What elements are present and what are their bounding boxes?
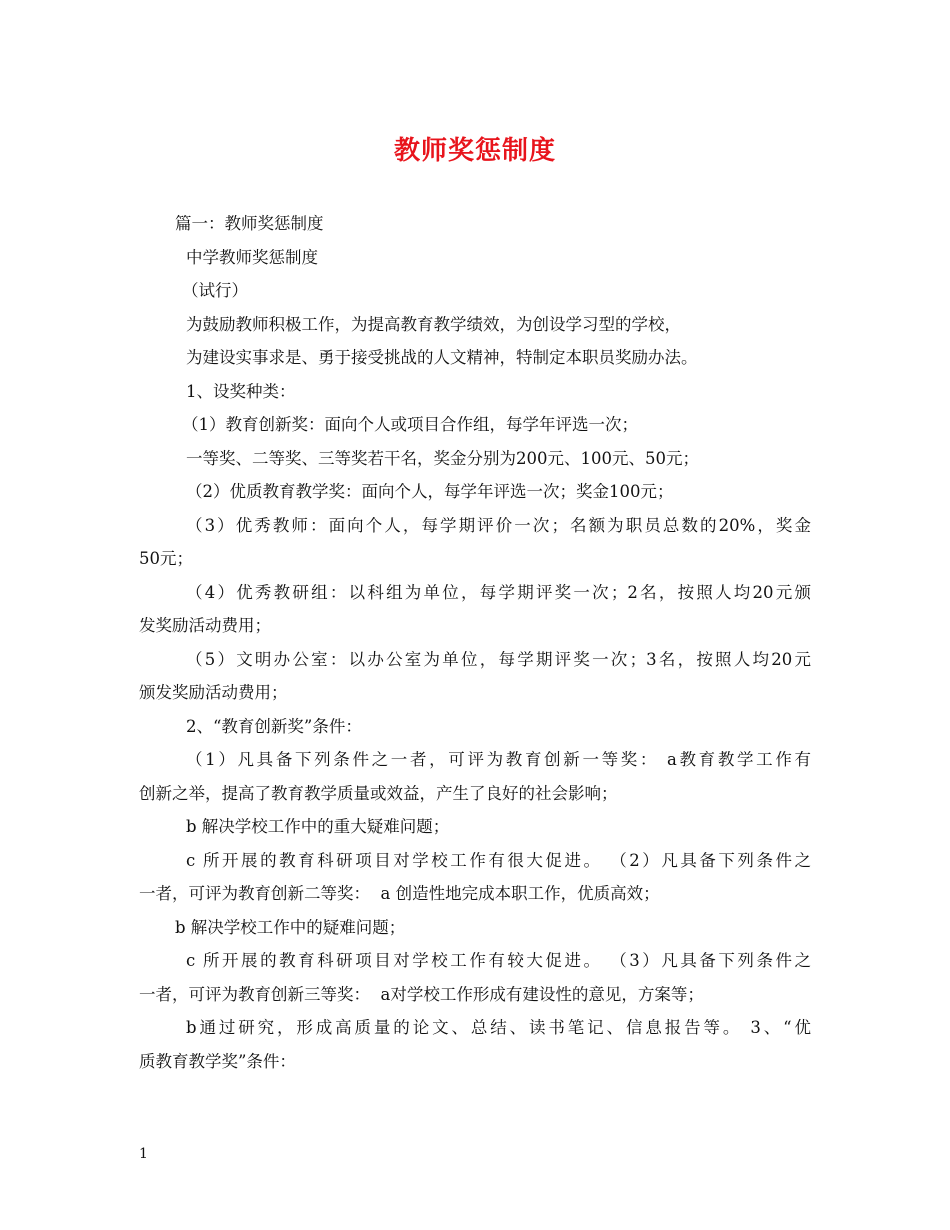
paragraph-line: 为鼓励教师积极工作，为提高教育教学绩效，为创设学习型的学校， bbox=[186, 314, 681, 334]
paragraph-line: 篇一：教师奖惩制度 bbox=[175, 214, 324, 233]
paragraph-line: 一者，可评为教育创新二等奖： a 创造性地完成本职工作，优质高效； bbox=[139, 884, 660, 903]
paragraph-line: 2、“教育创新奖”条件： bbox=[186, 716, 362, 736]
paragraph-line: （试行） bbox=[182, 281, 248, 300]
paragraph-line: 创新之举，提高了教育教学质量或效益，产生了良好的社会影响； bbox=[139, 783, 618, 803]
paragraph-line: （2）优质教育教学奖：面向个人，每学年评选一次；奖金100元； bbox=[186, 482, 674, 501]
paragraph-line: （1）凡具备下列条件之一者，可评为教育创新一等奖： a教育教学工作有 bbox=[186, 750, 811, 769]
paragraph-line: b 解决学校工作中的疑难问题； bbox=[175, 917, 406, 937]
paragraph-line: （5）文明办公室：以办公室为单位，每学期评奖一次；3名，按照人均20元 bbox=[186, 649, 811, 669]
paragraph-line: 50元； bbox=[139, 549, 193, 568]
paragraph-line: c 所开展的教育科研项目对学校工作有较大促进。 （3）凡具备下列条件之 bbox=[186, 951, 811, 970]
paragraph-line: 中学教师奖惩制度 bbox=[186, 247, 318, 267]
paragraph-line: b 解决学校工作中的重大疑难问题； bbox=[186, 817, 450, 836]
paragraph-line: 质教育教学奖”条件： bbox=[139, 1051, 296, 1071]
paragraph-line: （1）教育创新奖：面向个人或项目合作组，每学年评选一次； bbox=[182, 415, 638, 434]
paragraph-line: 发奖励活动费用； bbox=[139, 616, 271, 635]
paragraph-line: 颁发奖励活动费用； bbox=[139, 683, 288, 702]
paragraph-line: 为建设实事求是、勇于接受挑战的人文精神，特制定本职员奖励办法。 bbox=[186, 348, 698, 367]
paragraph-line: 一者，可评为教育创新三等奖： a对学校工作形成有建设性的意见，方案等； bbox=[139, 984, 704, 1004]
paragraph-line: 一等奖、二等奖、三等奖若干名，奖金分别为200元、100元、50元； bbox=[186, 448, 699, 468]
page-number: 1 bbox=[139, 1146, 148, 1162]
paragraph-line: c 所开展的教育科研项目对学校工作有很大促进。 （2）凡具备下列条件之 bbox=[186, 850, 811, 870]
paragraph-line: b通过研究，形成高质量的论文、总结、读书笔记、信息报告等。 3、“优 bbox=[186, 1018, 811, 1037]
paragraph-line: （4）优秀教研组：以科组为单位，每学期评奖一次；2名，按照人均20元颁 bbox=[186, 582, 811, 602]
document-body bbox=[139, 207, 811, 1078]
paragraph-line: 1、设奖种类： bbox=[186, 381, 296, 401]
paragraph-line: （3）优秀教师：面向个人，每学期评价一次；名额为职员总数的20%，奖金 bbox=[186, 515, 811, 535]
document-title: 教师奖惩制度 bbox=[393, 136, 556, 166]
